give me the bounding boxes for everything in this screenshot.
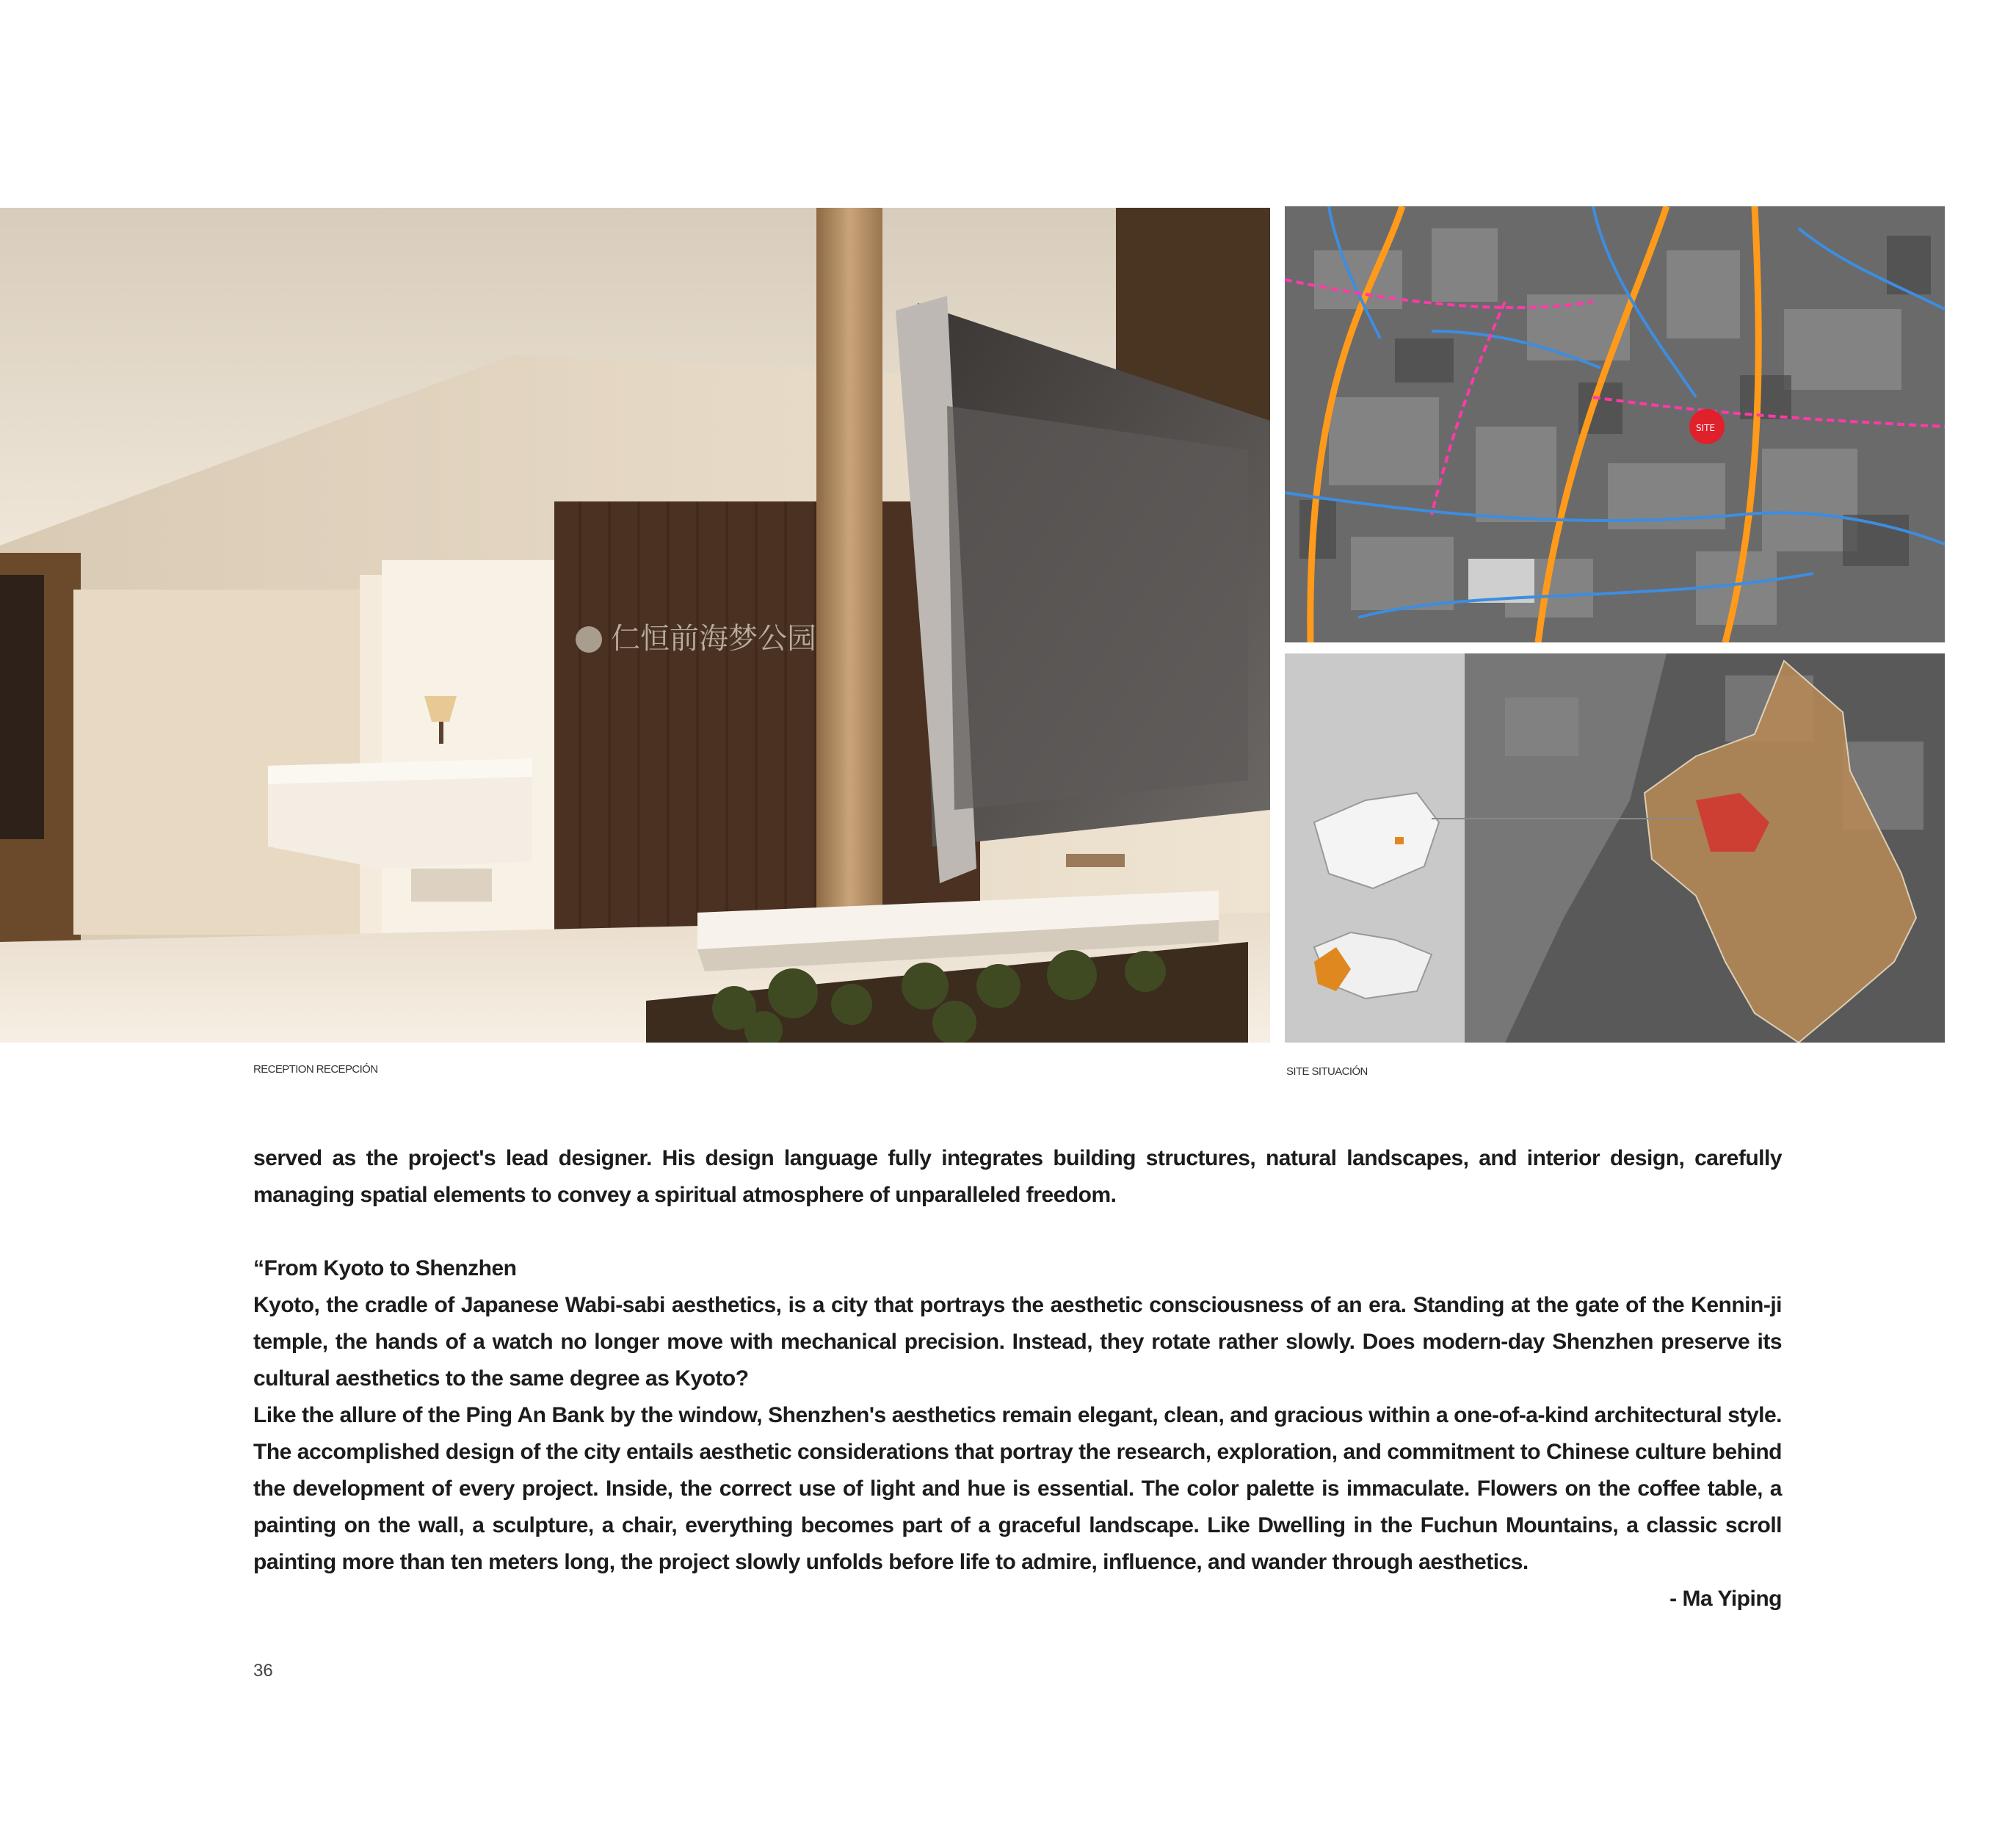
- article-body: [253, 1140, 1782, 1617]
- quote-title: “From Kyoto to Shenzhen: [253, 1256, 517, 1280]
- quote-paragraph-2: Like the allure of the Ping An Bank by the window, Shenzhen's aesthetics remain elegant, clean, and gracious within a one-of-a-kind architectural style. The accomplished design of the city entails aesthetic considerations that portray the research, exploration, and commitment to Chinese culture behind the development of every project. Inside, the correct use of light and hue is essential. The color palette is immaculate. Flowers on the coffee table, a painting on the wall, a sculpture, a chair, everything becomes part of a graceful landscape. Like Dwelling in the Fuchun Mountains, a classic scroll painting more than ten meters long, the project slowly unfolds before life to admire, influence, and wander through aesthetics.: [253, 1403, 1782, 1574]
- reception-sign-text: 仁恒前海梦公园: [611, 622, 816, 656]
- caption-site: SITE SITUACIÓN: [1286, 1065, 1368, 1078]
- reception-photo: [0, 208, 1270, 1043]
- site-district-map: [1285, 653, 1945, 1043]
- map-site-label: SITE: [1696, 423, 1716, 433]
- quote-paragraph-1: Kyoto, the cradle of Japanese Wabi-sabi aesthetics, is a city that portrays the aesthetic consciousness of an era. Standing at the gate of the Kennin-ji temple, the hands of a watch no longer move with mechanical precision. Instead, they rotate rather slowly. Does modern-day Shenzhen preserve its cultural aesthetics to the same degree as Kyoto?: [253, 1293, 1782, 1391]
- site-road-map: [1285, 206, 1945, 642]
- signature: - Ma Yiping: [1669, 1587, 1782, 1611]
- page-number: 36: [253, 1661, 273, 1681]
- intro-paragraph: served as the project's lead designer. His design language fully integrates building structures, natural landscapes, and interior design, carefully managing spatial elements to convey a spiritual atmosphere of unparalleled freedom.: [253, 1146, 1782, 1207]
- caption-reception: RECEPTION RECEPCIÓN: [253, 1063, 378, 1076]
